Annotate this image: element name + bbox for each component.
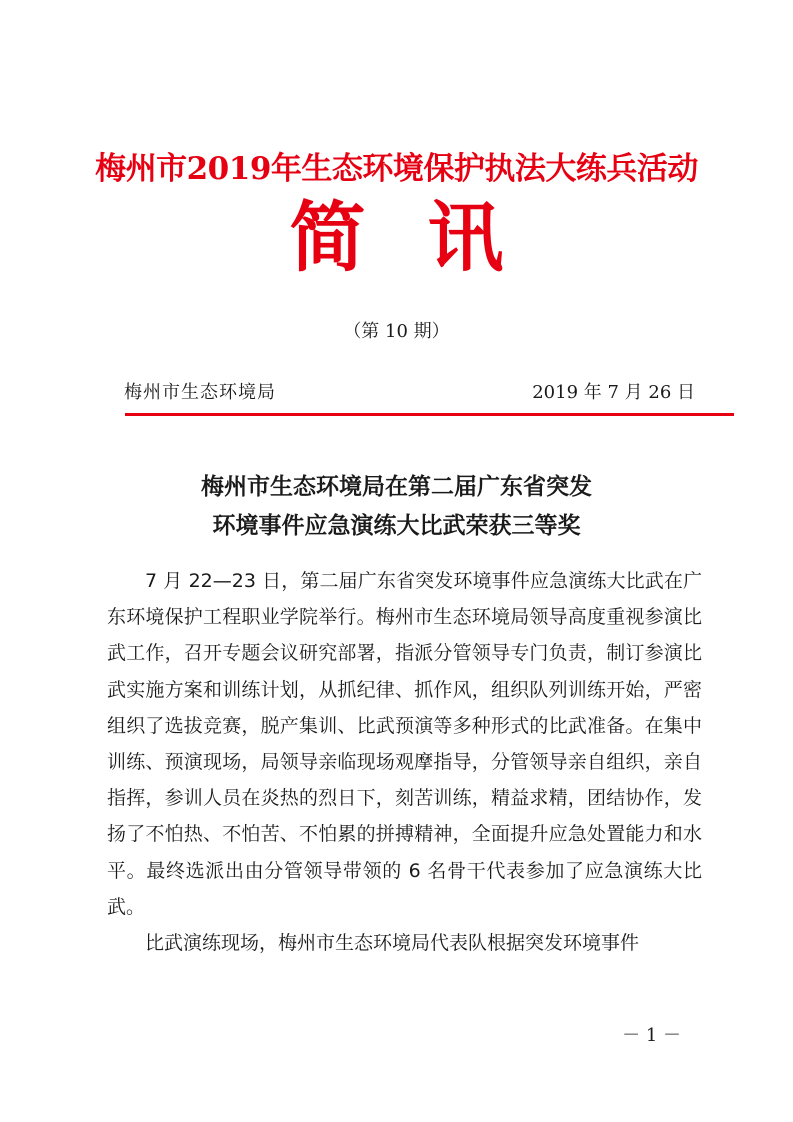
issue-date: 2019 年 7 月 26 日 — [532, 382, 695, 403]
article-paragraph: 7 月 22—23 日，第二届广东省突发环境事件应急演练大比武在广东环境保护工程职业学院举行。梅州市生态环境局领导高度重视参演比武工作，召开专题会议研究部署，指派分管领导专门负责，制订参演比武实施方案和训练计划，从抓纪律、抓作风，组织队列训练开始，严密组织了选拔竞赛，脱产集训、比武预演等多种形式的比武准备。在集中训练、预演现场，局领导亲临现场观摩指导，分管领导亲自组织，亲自指挥，参训人员在炎热的烈日下，刻苦训练，精益求精，团结协作，发扬了不怕热、不怕苦、不怕累的拼搏精神，全面提升应急处置能力和水平。最终选派出由分管领导带领的 6 名骨干代表参加了应急演练大比武。 — [107, 570, 702, 918]
red-divider — [125, 413, 734, 416]
bulletin-title: 简讯 — [289, 193, 566, 282]
masthead-title: 梅州市2019年生态环境保护执法大练兵活动 — [95, 151, 698, 187]
page-number: － 1 － — [622, 1025, 681, 1046]
issue-number: （第 10 期） — [343, 321, 450, 342]
article-body — [107, 563, 702, 961]
article-headline-line-1: 梅州市生态环境局在第二届广东省突发 — [201, 473, 592, 500]
article-headline-line-2: 环境事件应急演练大比武荣获三等奖 — [212, 512, 581, 539]
issuing-organization: 梅州市生态环境局 — [124, 382, 276, 403]
article-paragraph: 比武演练现场，梅州市生态环境局代表队根据突发环境事件 — [145, 932, 640, 955]
